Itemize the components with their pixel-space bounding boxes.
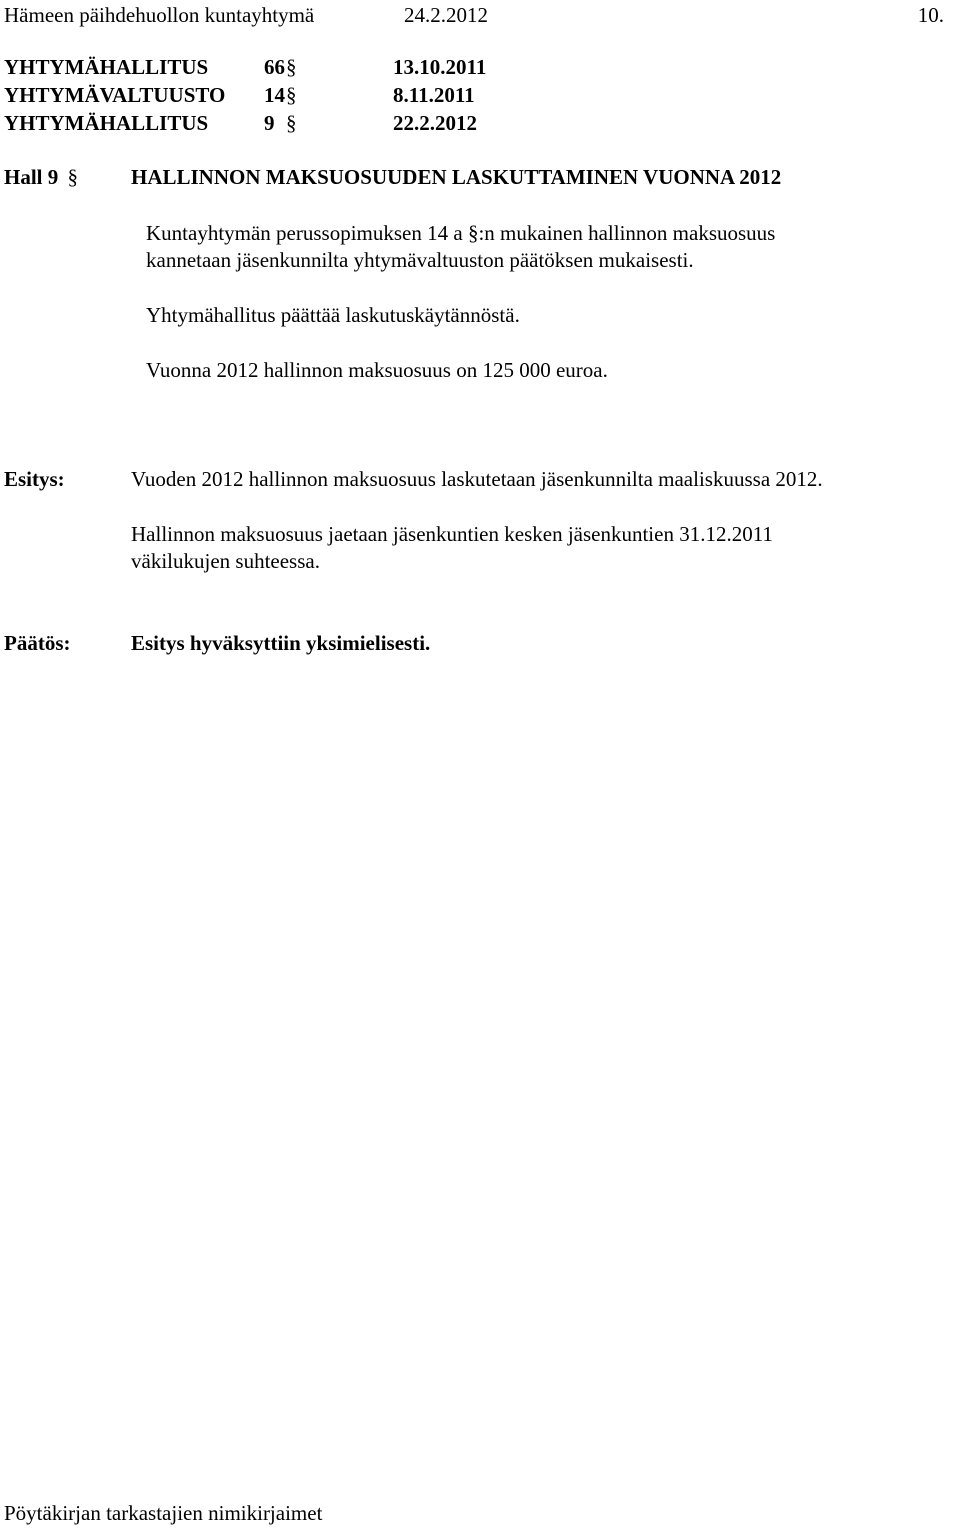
intro-text: :n mukainen hallinnon maksuosuus [478,221,776,245]
intro-text: Kuntayhtymän perussopimuksen 14 a [146,221,468,245]
decision-label: Päätös: [4,631,71,655]
meeting-date: 13.10.2011 [393,55,487,79]
intro-line-1 [146,223,775,244]
item-label-text: Hall 9 [4,165,59,189]
proposal-line-3: väkilukujen suhteessa. [131,549,320,573]
item-label [4,167,78,188]
meeting-item-number: 14 [264,83,285,107]
meeting-date: 8.11.2011 [393,83,475,107]
meeting-item-number: 9 [264,111,275,135]
page-number: 10. [917,3,944,27]
section-sign-icon: § [286,83,297,107]
item-title: HALLINNON MAKSUOSUUDEN LASKUTTAMINEN VUONNA 2012 [131,165,782,189]
meeting-date: 22.2.2012 [393,111,477,135]
section-sign-icon: § [67,165,79,189]
section-sign-icon: § [286,111,297,135]
section-sign-icon: § [467,221,479,245]
proposal-line-2: Hallinnon maksuosuus jaetaan jäsenkuntien kesken jäsenkuntien 31.12.2011 [131,522,773,546]
document-date: 24.2.2012 [404,3,488,27]
proposal-label: Esitys: [4,467,65,491]
proposal-line-1: Vuoden 2012 hallinnon maksuosuus laskutetaan jäsenkunnilta maaliskuussa 2012. [131,467,823,491]
intro-paragraph-3: Vuonna 2012 hallinnon maksuosuus on 125 000 euroa. [146,358,608,382]
decision-text: Esitys hyväksyttiin yksimielisesti. [131,631,431,655]
meeting-body: YHTYMÄHALLITUS [4,55,209,79]
organization-name: Hämeen päihdehuollon kuntayhtymä [4,3,315,27]
intro-line-2: kannetaan jäsenkunnilta yhtymävaltuuston päätöksen mukaisesti. [146,248,694,272]
footer-text: Pöytäkirjan tarkastajien nimikirjaimet [4,1501,323,1525]
section-sign-icon: § [286,55,297,79]
meeting-body: YHTYMÄHALLITUS [4,111,209,135]
meeting-body: YHTYMÄVALTUUSTO [4,83,226,107]
intro-paragraph-2: Yhtymähallitus päättää laskutuskäytännöstä. [146,303,520,327]
meeting-item-number: 66 [264,55,285,79]
